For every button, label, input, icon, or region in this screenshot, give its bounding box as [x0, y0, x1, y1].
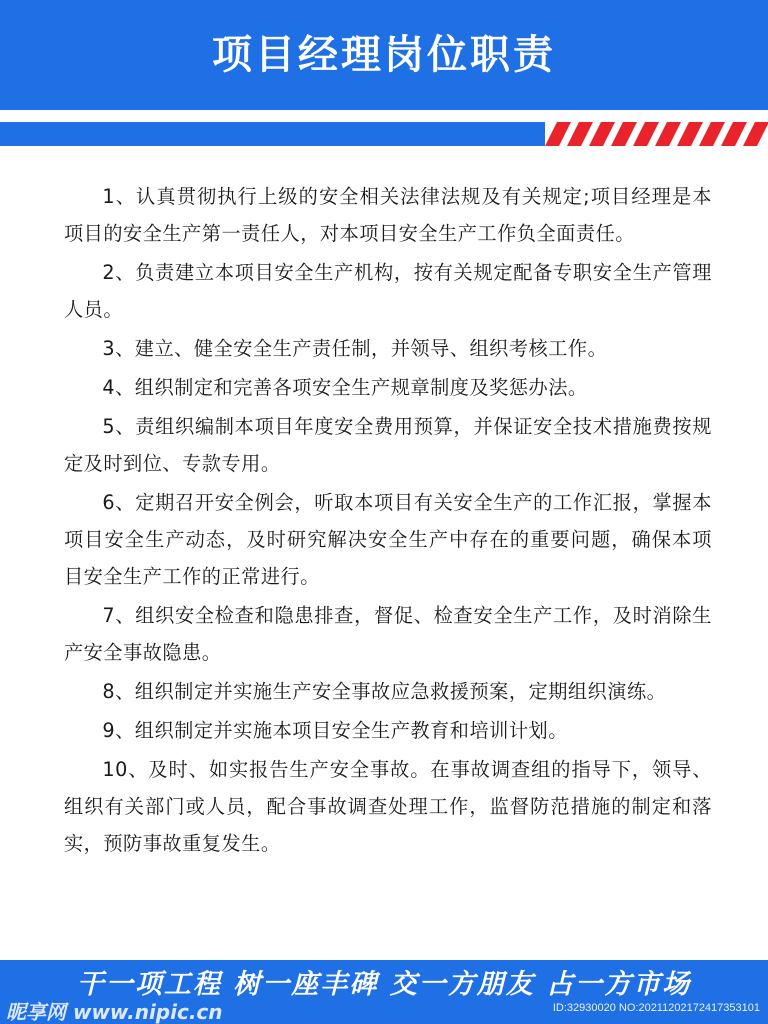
duty-item-6: 6、定期召开安全例会，听取本项目有关安全生产的工作汇报，掌握本项目安全生产动态，及时研究解决安全生产中存在的重要问题，确保本项目安全生产工作的正常进行。 [64, 491, 712, 588]
duty-item-10: 10、及时、如实报告生产安全事故。在事故调查组的指导下，领导、组织有关部门或人员，配合事故调查处理工作，监督防范措施的制定和落实，预防事故重复发生。 [64, 758, 712, 855]
duty-item-8: 8、组织制定并实施生产安全事故应急救援预案，定期组织演练。 [102, 680, 667, 703]
footer-slogan: 干一项工程 树一座丰碑 交一方朋友 占一方市场 [76, 969, 692, 1000]
duty-item-1: 1、认真贯彻执行上级的安全相关法律法规及有关规定;项目经理是本项目的安全生产第一责任人，对本项目安全生产工作负全面责任。 [64, 185, 712, 245]
warning-stripes [545, 122, 768, 146]
duty-item-4: 4、组织制定和完善各项安全生产规章制度及奖惩办法。 [102, 376, 588, 399]
header-banner [0, 0, 768, 110]
duty-item-9: 9、组织制定并实施本项目安全生产教育和培训计划。 [102, 719, 568, 742]
duty-item-5: 5、责组织编制本项目年度安全费用预算，并保证安全技术措施费按规定及时到位、专款专用。 [64, 415, 712, 475]
watermark-logo: 昵享网 www.nipic.cn [6, 1000, 223, 1024]
footer-banner [0, 960, 768, 1024]
duty-item-3: 3、建立、健全安全生产责任制，并领导、组织考核工作。 [102, 337, 608, 360]
page-title: 项目经理岗位职责 [212, 31, 556, 78]
duty-item-2: 2、负责建立本项目安全生产机构，按有关规定配备专职安全生产管理人员。 [64, 261, 712, 321]
stripes-graphic [545, 122, 768, 146]
watermark-id: ID:32930020 NO:20211202172417353101 [552, 1002, 760, 1014]
duties-content [64, 178, 712, 864]
duty-item-7: 7、组织安全检查和隐患排查，督促、检查安全生产工作，及时消除生产安全事故隐患。 [64, 604, 712, 664]
